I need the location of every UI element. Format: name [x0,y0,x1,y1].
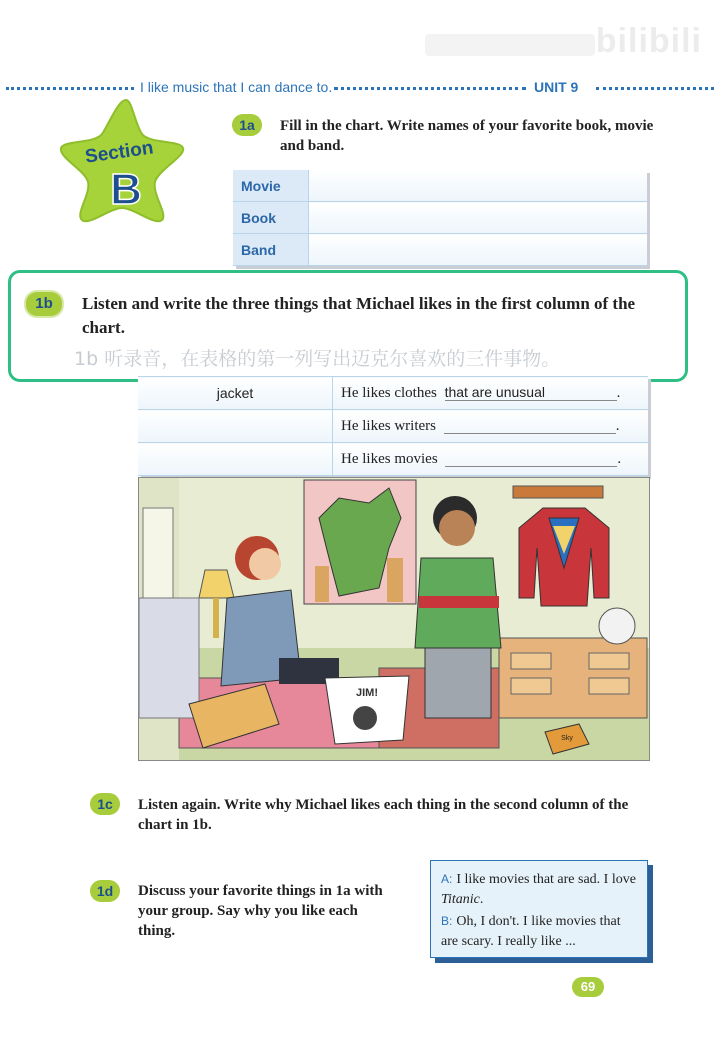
answer-blank[interactable]: that are unusual [445,384,617,401]
man-face [439,510,475,546]
headboard [139,598,199,718]
table-row [233,234,647,266]
reason-cell: He likes writers . [333,410,649,443]
man-pants [425,648,491,718]
speaker-label: A: [441,872,453,886]
thing-cell[interactable] [138,443,333,476]
reason-text: He likes writers [341,418,436,434]
lamp-stand [213,598,219,638]
row-label-band: Band [233,234,309,266]
book-text: Sky [561,735,573,742]
answer-blank[interactable] [444,417,616,434]
dotted-rule-left [6,87,134,90]
instruction-1a: Fill in the chart. Write names of your favorite book, movie and band. [280,118,654,154]
dotted-rule-middle [334,87,526,90]
dialogue-text: Oh, I don't. I like movies that are scary. I really like ... [441,914,621,949]
thing-cell[interactable]: jacket [138,377,333,410]
dotted-rule-right [596,87,714,90]
dresser-drawer [511,678,551,694]
coat-rack [513,486,603,498]
dialogue-end: . [479,892,484,907]
instruction-1d: Discuss your favorite things in 1a with your group. Say why you like each thing. [138,883,383,939]
reason-text: He likes movies [341,451,438,467]
row-label-movie: Movie [233,170,309,202]
dialogue-line-a [441,869,641,910]
reason-cell: He likes movies . [333,443,649,476]
chinese-subtitle: 1b 听录音，在表格的第一列写出迈克尔喜欢的三件事物。 [74,348,561,370]
woman-face [249,548,281,580]
instruction-1b: Listen and write the three things that Michael likes in the first column of the chart. [82,294,636,337]
top-band [0,0,720,72]
blurred-watermark [425,34,595,56]
band-answer-cell[interactable] [309,234,648,266]
book-answer-cell[interactable] [309,202,648,234]
poster-building [387,558,403,602]
dresser-drawer [589,678,629,694]
page-number: 69 [572,977,604,997]
badge-1a: 1a [232,114,262,136]
badge-1c: 1c [90,793,120,815]
michael-chart-1b [138,376,648,476]
dialogue-text: I like movies that are sad. I love [456,872,636,887]
dialogue-box [430,860,648,958]
favorites-chart-1a [233,170,647,266]
table-row [138,410,648,443]
movie-answer-cell[interactable] [309,170,648,202]
dresser-drawer [511,653,551,669]
table-row [138,443,648,476]
table-row [138,377,648,410]
running-title: I like music that I can dance to. [140,79,333,95]
bilibili-watermark: bilibili [595,22,702,60]
bedroom-illustration [138,477,650,761]
badge-1d: 1d [90,880,120,902]
speaker-label: B: [441,914,453,928]
dresser-drawer [589,653,629,669]
section-word: Section [83,137,155,168]
running-header [0,78,720,98]
man-shirt-stripe [419,596,499,608]
reason-text: He likes clothes [341,385,437,401]
table-row [233,202,647,234]
tshirt-text: JIM! [356,687,378,699]
poster-building [315,566,329,602]
tshirt-face-print [353,706,377,730]
section-letter: B [110,165,142,214]
instruction-1c: Listen again. Write why Michael likes each thing in the second column of the chart in 1b. [138,797,629,833]
section-b-star [58,96,188,226]
dialogue-line-b [441,911,641,952]
badge-1b: 1b [26,292,62,316]
row-label-book: Book [233,202,309,234]
table-row [233,170,647,202]
unit-label: UNIT 9 [534,79,579,95]
answer-blank[interactable] [445,450,617,467]
movie-title: Titanic [441,892,480,907]
thing-cell[interactable] [138,410,333,443]
reason-cell: He likes clothes that are unusual . [333,377,649,410]
volleyball [599,608,635,644]
